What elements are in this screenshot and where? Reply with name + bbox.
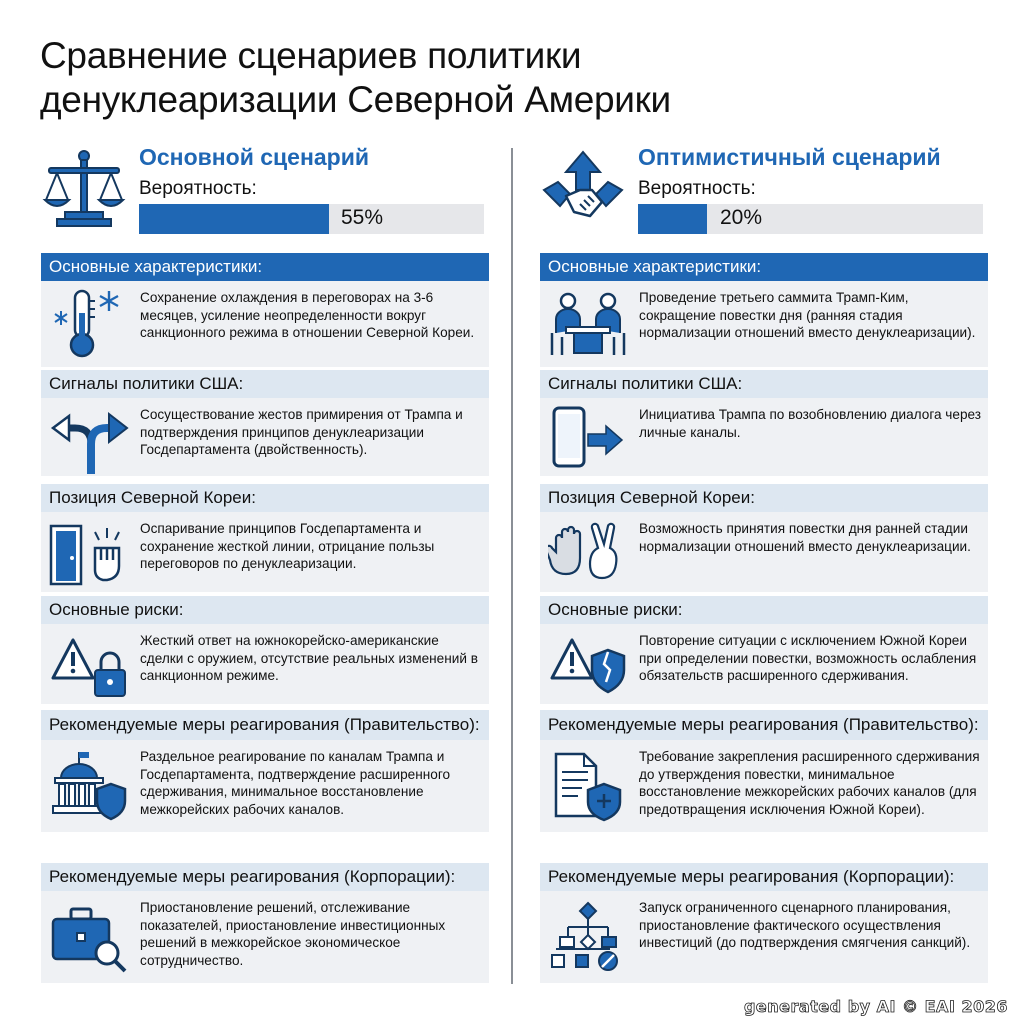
section-us-signals xyxy=(540,370,988,476)
footer-credit: generated by AI © EAI 2026 xyxy=(743,997,1008,1016)
section-text: Сосуществование жестов примирения от Трампа и подтверждения принципов денуклеаризации Госдепартамента (двойственность). xyxy=(140,407,463,457)
section-text: Инициатива Трампа по возобновлению диалога через личные каналы. xyxy=(639,407,982,440)
page-title-line1: Сравнение сценариев политики xyxy=(40,35,582,76)
probability-label: Вероятность: xyxy=(638,178,756,199)
section-heading: Основные риски: xyxy=(540,596,988,624)
section-risks xyxy=(41,596,489,704)
section-text: Оспаривание принципов Госдепартамента и сохранение жесткой линии, отрицание пользы переговоров по денуклеаризации. xyxy=(140,521,435,571)
section-text: Сохранение охлаждения в переговорах на 3-6 месяцев, усиление неопределенности вокруг санкционного режима в отношении Северной Кореи. xyxy=(140,290,475,340)
section-text: Требование закрепления расширенного сдерживания до утверждения повестки, минимальное восстановление межкорейских рабочих каналов (для предотвращения исключения Южной Кореи). xyxy=(639,749,980,817)
probability-label: Вероятность: xyxy=(139,178,257,199)
government-shield-icon xyxy=(49,750,129,824)
phone-arrow-icon xyxy=(548,404,628,478)
section-text: Возможность принятия повестки дня ранней стадии нормализации отношений вместо денуклеаризации. xyxy=(639,521,971,554)
section-gov-measures xyxy=(540,710,988,832)
handshake-arrow-icon xyxy=(540,146,626,230)
section-heading: Рекомендуемые меры реагирования (Корпорации): xyxy=(540,863,988,891)
section-text: Раздельное реагирование по каналам Трампа и Госдепартамента, подтверждение расширенного сдерживания, минимальное восстановление межкорейских рабочих каналов. xyxy=(140,749,451,817)
section-nk-position xyxy=(540,484,988,592)
section-characteristics xyxy=(540,253,988,367)
scenario-title: Оптимистичный сценарий xyxy=(638,144,941,170)
warning-lock-icon xyxy=(49,630,129,704)
scenario-header xyxy=(540,140,988,252)
hand-peace-icon xyxy=(548,518,628,592)
section-heading: Рекомендуемые меры реагирования (Правительство): xyxy=(41,710,489,740)
section-text: Запуск ограниченного сценарного планирования, приостановление фактического осуществления инвестиций (до подтверждения смягчения санкций). xyxy=(639,900,971,950)
briefcase-magnifier-icon xyxy=(49,903,129,977)
section-text: Приостановление решений, отслеживание показателей, приостановление инвестиционных решений в межкорейское экономическое сотрудничество. xyxy=(140,900,446,968)
meeting-table-icon xyxy=(548,287,628,361)
section-heading: Позиция Северной Кореи: xyxy=(540,484,988,512)
scenario-title: Основной сценарий xyxy=(139,144,369,170)
section-text: Повторение ситуации с исключением Южной Кореи при определении повестки, возможность ослабления обязательств расширенного сдерживания. xyxy=(639,633,977,683)
section-text: Жесткий ответ на южнокорейско-американские сделки с оружием, отсутствие реальных изменений в санкционном режиме. xyxy=(140,633,478,683)
section-heading: Основные характеристики: xyxy=(540,253,988,281)
diverging-arrows-icon xyxy=(49,404,129,478)
page-title-line2: денуклеаризации Северной Америки xyxy=(40,79,671,120)
probability-bar xyxy=(638,204,983,234)
probability-bar-fill xyxy=(139,204,329,234)
scales-icon xyxy=(41,146,127,230)
probability-value: 20% xyxy=(720,206,763,229)
probability-bar xyxy=(139,204,484,234)
warning-broken-shield-icon xyxy=(548,630,628,704)
section-heading: Сигналы политики США: xyxy=(41,370,489,398)
section-characteristics xyxy=(41,253,489,367)
column-divider xyxy=(511,148,513,984)
section-corp-measures xyxy=(540,863,988,983)
section-heading: Позиция Северной Кореи: xyxy=(41,484,489,512)
section-heading: Рекомендуемые меры реагирования (Корпорации): xyxy=(41,863,489,891)
scenario-header xyxy=(41,140,489,252)
section-heading: Основные риски: xyxy=(41,596,489,624)
section-heading: Основные характеристики: xyxy=(41,253,489,281)
section-nk-position xyxy=(41,484,489,592)
scenario-column-optimistic xyxy=(540,140,988,950)
probability-value: 55% xyxy=(341,206,384,229)
section-us-signals xyxy=(41,370,489,476)
probability-bar-fill xyxy=(638,204,707,234)
scenario-column-base xyxy=(41,140,489,968)
section-gov-measures xyxy=(41,710,489,832)
section-risks xyxy=(540,596,988,704)
section-heading: Рекомендуемые меры реагирования (Правительство): xyxy=(540,710,988,740)
thermometer-snowflake-icon xyxy=(49,287,129,361)
section-corp-measures xyxy=(41,863,489,983)
section-heading: Сигналы политики США: xyxy=(540,370,988,398)
section-text: Проведение третьего саммита Трамп-Ким, сокращение повестки дня (ранняя стадия нормализации отношений вместо денуклеаризации). xyxy=(639,290,976,340)
page-title xyxy=(40,34,940,122)
closed-door-fist-icon xyxy=(49,518,129,592)
document-shield-icon xyxy=(548,750,628,824)
flowchart-icon xyxy=(548,899,628,973)
